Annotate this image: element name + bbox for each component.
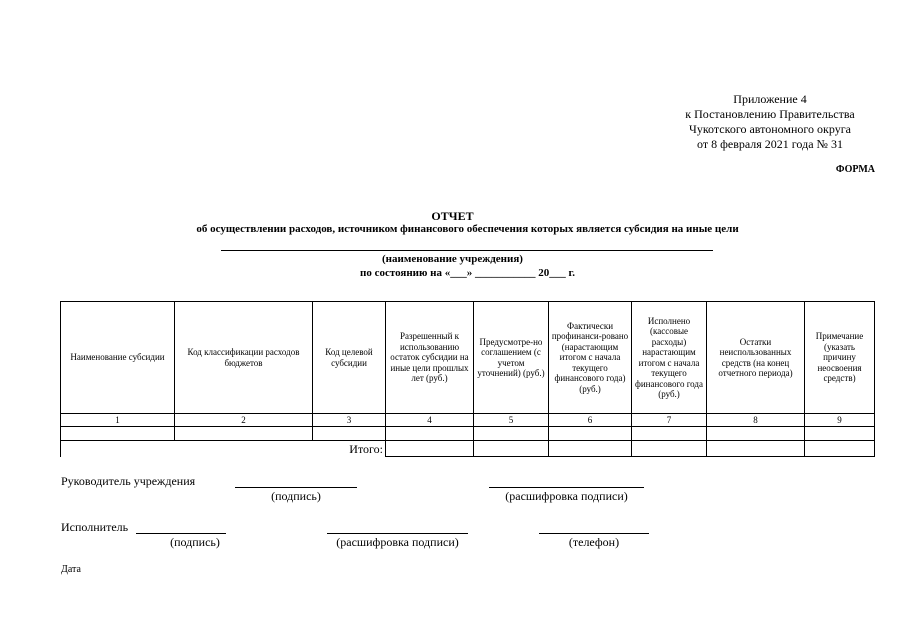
total-cell[interactable] [474,441,549,457]
column-number: 4 [386,414,474,427]
total-label: Итого: [313,441,386,457]
date-label: Дата [61,564,81,575]
header-cell: Примечание (указать причину неосвоения средств) [805,302,875,414]
institution-caption: (наименование учреждения) [382,253,523,265]
head-decode-line[interactable] [489,487,644,488]
header-cell: Фактически профинанси-ровано (нарастающим итогом с начала текущего финансового года) (руб.) [549,302,632,414]
column-number: 7 [632,414,707,427]
header-cell: Остатки неиспользованных средств (на конец отчетного периода) [707,302,805,414]
executor-signature-caption: (подпись) [170,535,220,549]
appendix-line-2: к Постановлению Правительства [685,107,855,121]
report-title: ОТЧЕТ [431,209,474,223]
column-number: 5 [474,414,549,427]
table-cell[interactable] [313,427,386,441]
appendix-line-4: от 8 февраля 2021 года № 31 [697,137,843,151]
total-cell[interactable] [707,441,805,457]
executor-phone-line[interactable] [539,533,649,534]
header-cell: Код целевой субсидии [313,302,386,414]
as-of-date-line: по состоянию на «___» ___________ 20___ г. [359,267,576,279]
column-number: 2 [175,414,313,427]
header-cell: Разрешенный к использованию остаток субсидии на иные цели прошлых лет (руб.) [386,302,474,414]
form-label: ФОРМА [835,164,875,175]
head-of-institution-label: Руководитель учреждения [61,474,196,488]
table-row [61,427,875,441]
column-number: 9 [805,414,875,427]
total-row [61,441,875,457]
table-cell [61,441,175,457]
report-subtitle: об осуществлении расходов, источником финансового обеспечения которых является субсидия на иные цели [196,223,739,235]
executor-label: Исполнитель [61,520,129,534]
head-decode-caption: (расшифровка подписи) [505,489,628,503]
executor-decode-line[interactable] [327,533,468,534]
table-cell[interactable] [175,427,313,441]
appendix-line-1: Приложение 4 [733,92,807,106]
table-cell[interactable] [707,427,805,441]
head-signature-line[interactable] [235,487,357,488]
head-signature-caption: (подпись) [271,489,321,503]
total-cell[interactable] [632,441,707,457]
table-cell[interactable] [632,427,707,441]
table-cell[interactable] [805,427,875,441]
header-cell: Исполнено (кассовые расходы) нарастающим итогом с начала текущего финансового года (руб.) [632,302,707,414]
table-cell[interactable] [386,427,474,441]
total-cell[interactable] [386,441,474,457]
executor-signature-line[interactable] [136,533,226,534]
header-cell: Код классификации расходов бюджетов [175,302,313,414]
appendix-block [640,92,900,152]
table-header-row [61,302,875,414]
report-table [60,301,875,457]
executor-decode-caption: (расшифровка подписи) [336,535,459,549]
header-cell: Предусмотре-но соглашением (с учетом уточнений) (руб.) [474,302,549,414]
column-number-row [61,414,875,427]
column-number: 8 [707,414,805,427]
institution-name-line [221,250,713,251]
table-cell[interactable] [549,427,632,441]
table-cell[interactable] [474,427,549,441]
column-number: 6 [549,414,632,427]
executor-phone-caption: (телефон) [568,535,620,549]
total-cell[interactable] [549,441,632,457]
column-number: 3 [313,414,386,427]
table-cell[interactable] [61,427,175,441]
header-cell: Наименование субсидии [61,302,175,414]
column-number: 1 [61,414,175,427]
table-cell [175,441,313,457]
total-cell[interactable] [805,441,875,457]
appendix-line-3: Чукотского автономного округа [689,122,851,136]
